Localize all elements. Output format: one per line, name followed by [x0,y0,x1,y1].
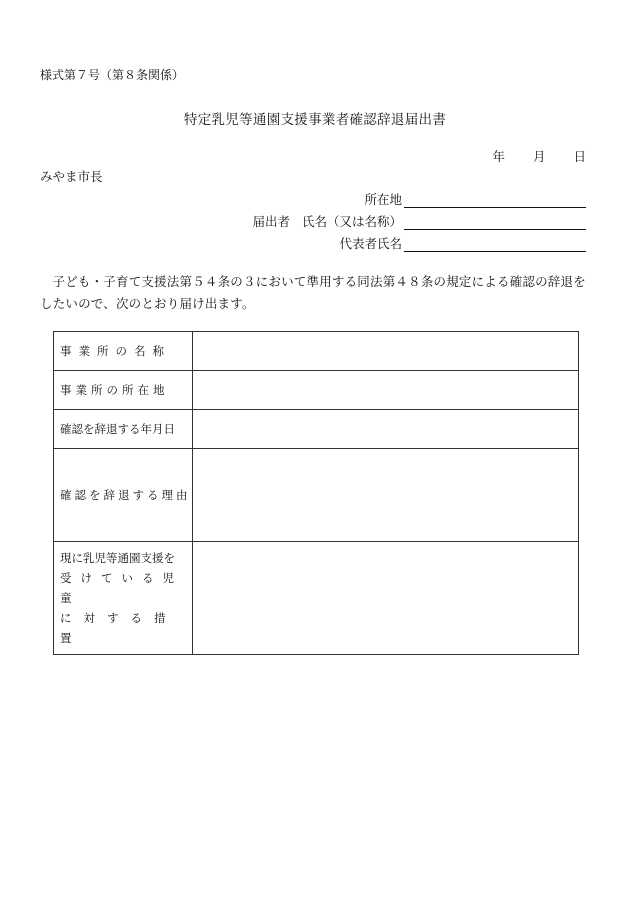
address-field [364,190,586,208]
withdrawal-details-table [53,331,579,655]
table-row [54,332,579,371]
withdrawal-reason-value[interactable] [193,449,579,542]
submitter-label: 届出者 [252,214,290,229]
facility-address-label: 事業所の所在地 [54,371,193,410]
representative-blank-line[interactable] [404,239,586,252]
child-measures-value[interactable] [193,542,579,655]
addressee: みやま市長 [40,169,103,184]
name-blank-line[interactable] [404,217,586,230]
withdrawal-date-label: 確認を辞退する年月日 [54,410,193,449]
facility-name-value[interactable] [193,332,579,371]
address-blank-line[interactable] [404,195,586,208]
date-month-label: 月 [532,149,546,164]
date-line [492,147,586,165]
child-measures-label-line: 現に乳児等通園支援を [60,551,175,565]
table-row [54,410,579,449]
body-paragraph: 子ども・子育て支援法第５４条の３において準用する同法第４８条の規定による確認の辞退をしたいので、次のとおり届け出ます。 [40,274,586,311]
table-row [54,371,579,410]
representative-label: 代表者氏名 [339,236,402,251]
table-row [54,542,579,655]
address-label: 所在地 [364,192,402,207]
name-field [252,212,586,230]
child-measures-label-line: 受けている児童 [60,571,183,605]
document-title: 特定乳児等通園支援事業者確認辞退届出書 [183,112,447,128]
facility-address-value[interactable] [193,371,579,410]
child-measures-label [54,542,193,655]
withdrawal-date-value[interactable] [193,410,579,449]
withdrawal-reason-label: 確認を辞退する理由 [54,449,193,542]
representative-field [339,234,586,252]
child-measures-label-line: に対する措置 [60,611,178,645]
form-number: 様式第７号（第８条関係） [40,68,185,82]
facility-name-label: 事業所の名称 [54,332,193,371]
date-day-label: 日 [573,149,586,164]
table-row [54,449,579,542]
name-label: 氏名（又は名称） [301,214,402,229]
date-year-label: 年 [492,149,505,164]
